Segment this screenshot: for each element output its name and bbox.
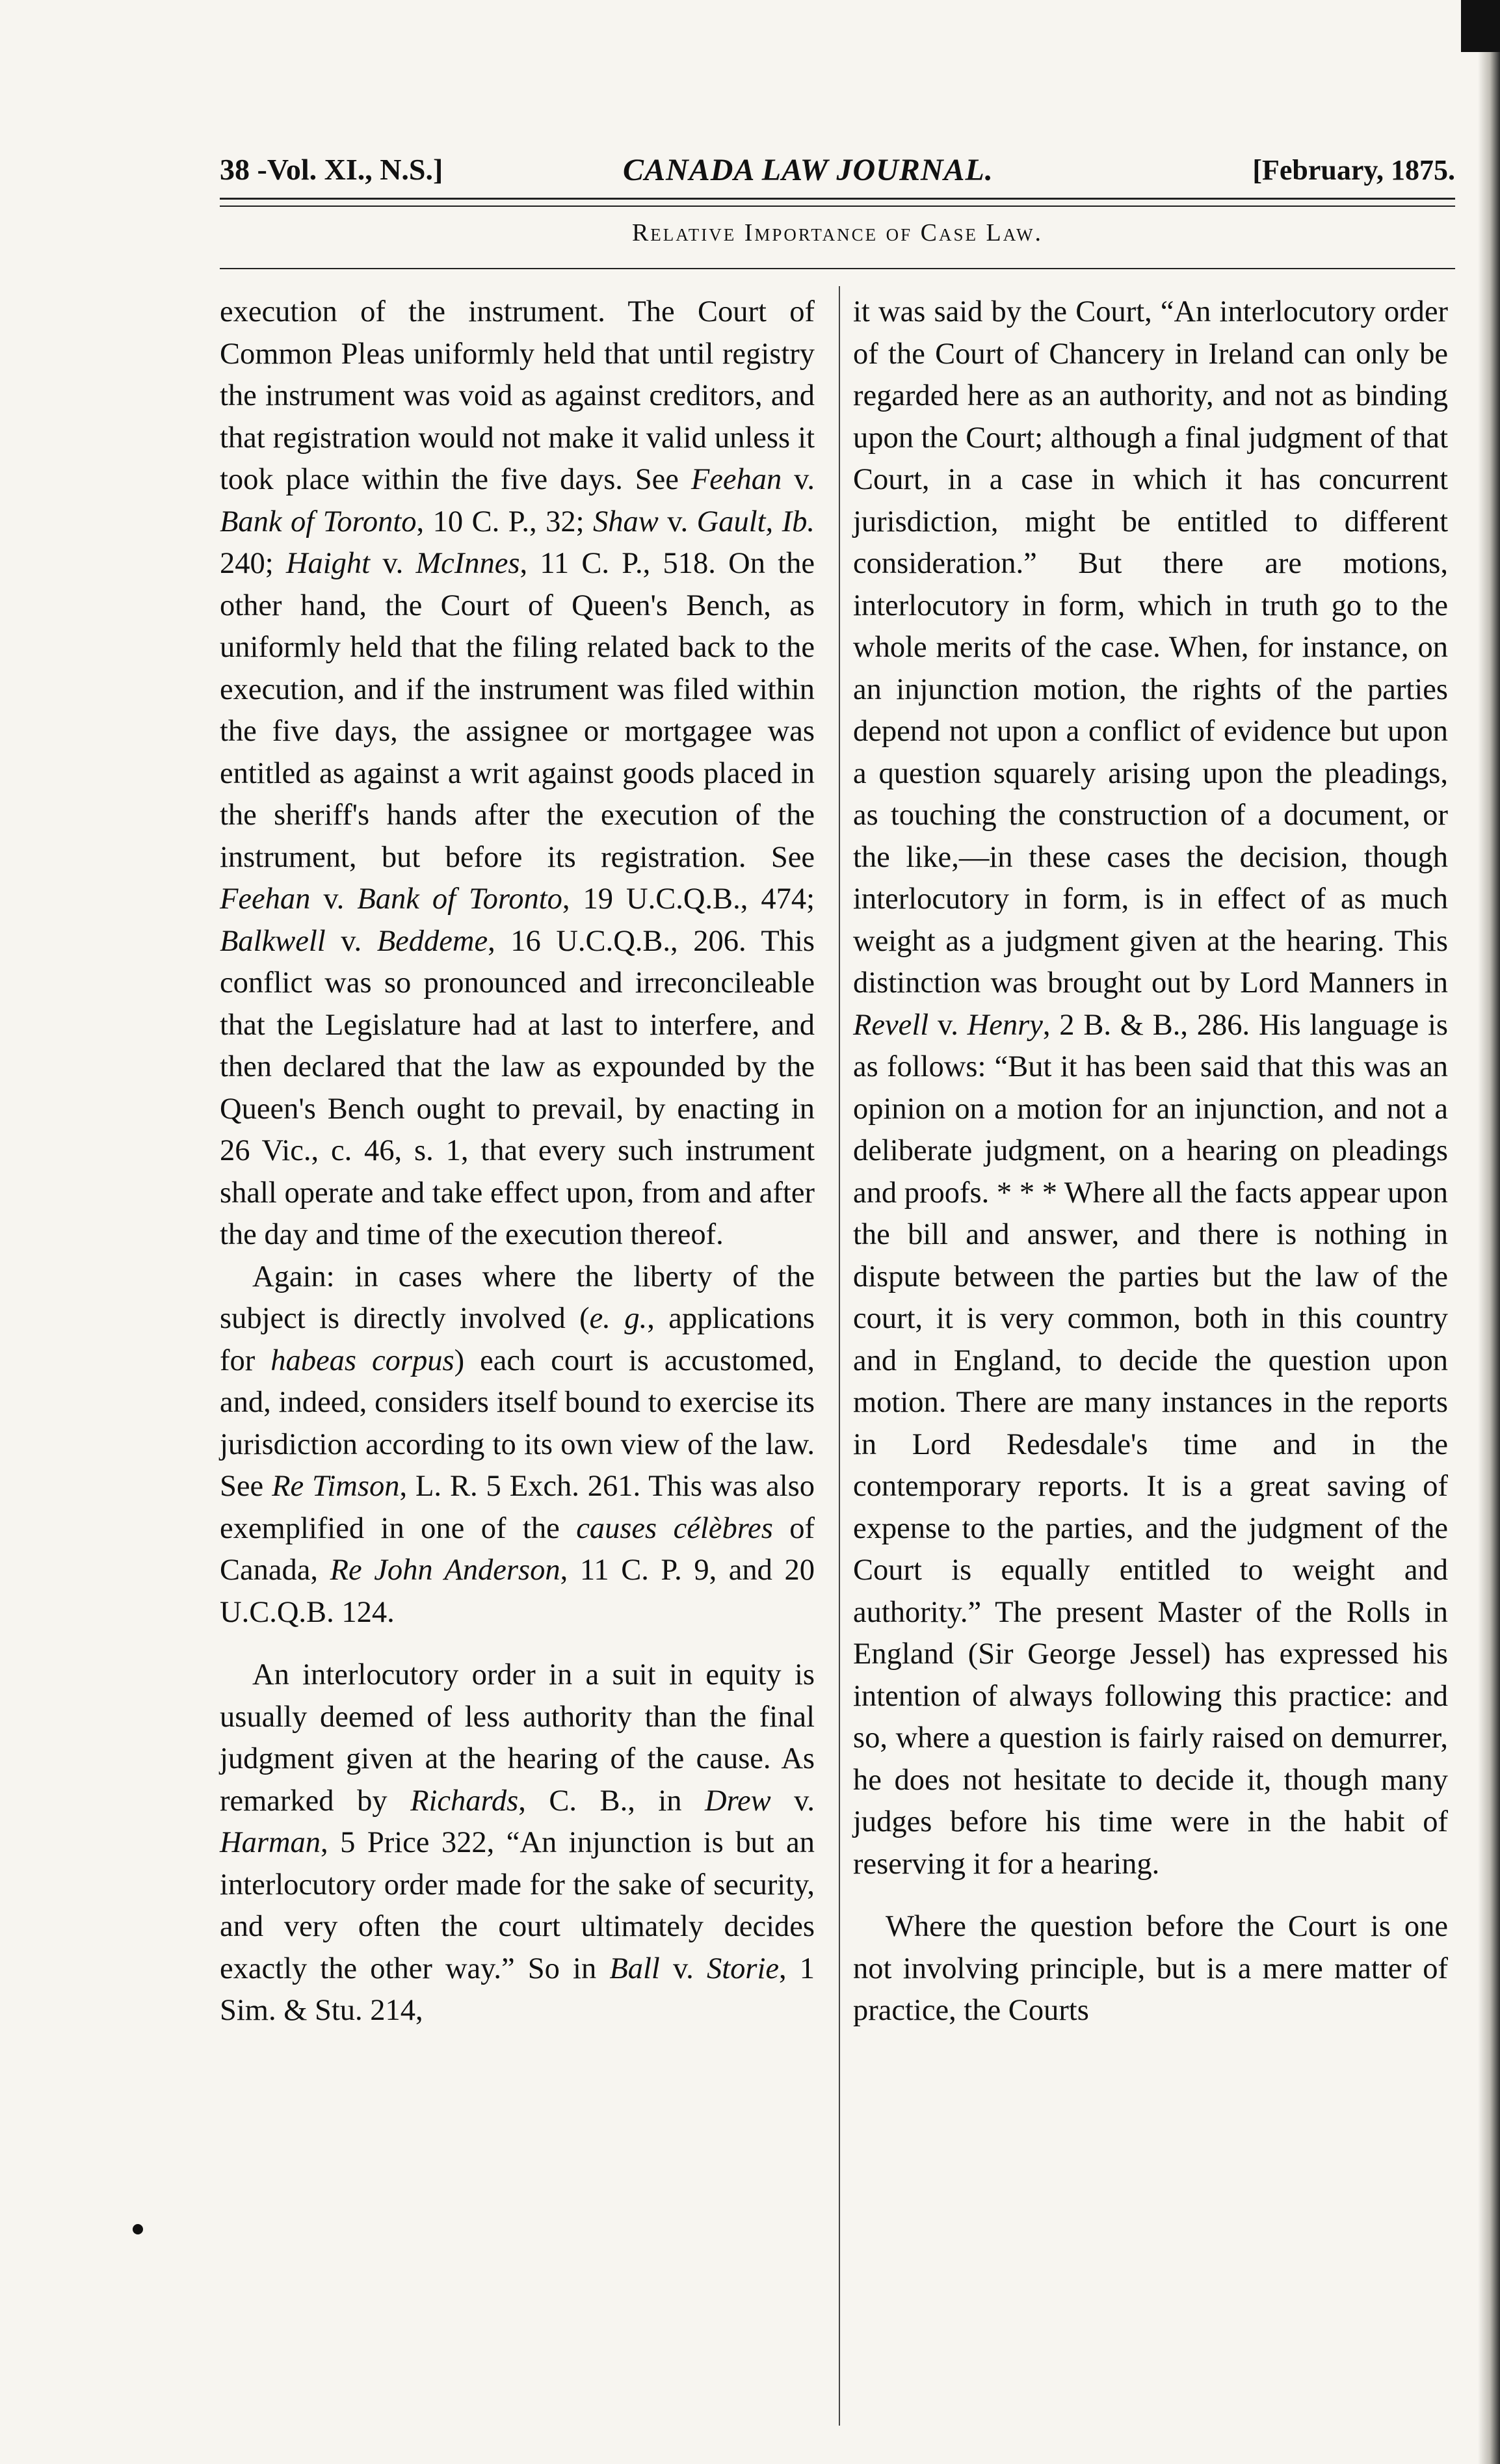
journal-title: CANADA LAW JOURNAL. (623, 153, 993, 187)
paragraph-interlocutory: An interlocutory order in a suit in equity is usually deemed of less authority than the final judgment given at the hearing of the cause. As remarked by Richards, C. B., in Drew v. Harman, 5 Price 322, “An injunction is but an interlocutory order made for the sake of security, and very often the court ultimately decides exactly the other way.” So in Ball v. Storie, 1 Sim. & Stu. 214, (220, 1658, 815, 2027)
column-divider (839, 286, 840, 2426)
paragraph-practice: Where the question before the Court is one not involving principle, but is a mere matter of practice, the Courts (853, 1910, 1448, 2027)
title-rule (220, 268, 1455, 269)
left-column (220, 291, 815, 2032)
page-header (220, 144, 1455, 190)
page-edge-shadow (1478, 0, 1500, 2464)
volume-label: 38 -Vol. XI., N.S.] (220, 153, 443, 186)
paragraph-liberty: Again: in cases where the liberty of the subject is directly involved (e. g., applications for habeas corpus) each court is accustomed, and, indeed, considers itself bound to exercise its jurisdiction according to its own view of the law. See Re Timson, L. R. 5 Exch. 261. This was also exemplified in one of the causes célèbres of Canada, Re John Anderson, 11 C. P. 9, and 20 U.C.Q.B. 124. (220, 1260, 815, 1629)
page-corner-mark (1461, 0, 1500, 52)
issue-date: [February, 1875. (1252, 154, 1455, 186)
header-rule (220, 198, 1455, 207)
margin-ink-dot (133, 2224, 143, 2234)
article-title: Relative Importance of Case Law. (631, 219, 1044, 246)
paragraph-court-chancery: it was said by the Court, “An interlocutory order of the Court of Chancery in Ireland can only be regarded here as an authority, and not as binding upon the Court; although a final judgment of that Court, in a case in which it has concurrent jurisdiction, might be entitled to different consideration.” But there are motions, interlocutory in form, which in truth go to the whole merits of the case. When, for instance, on an injunction motion, the rights of the parties depend not upon a conflict of evidence but upon a question squarely arising upon the pleadings, as touching the construction of a document, or the like,—in these cases the decision, though interlocutory in form, is in effect of as much weight as a judgment given at the hearing. This distinction was brought out by Lord Manners in Revell v. Henry, 2 B. & B., 286. His language is as follows: “But it has been said that this was an opinion on a motion for an injunction, and not a deliberate judgment, on a hearing on pleadings and proofs. * * * Where all the facts appear upon the bill and answer, and there is nothing in dispute between the parties but the law of the court, it is very common, both in this country and in England, to decide the question upon motion. There are many instances in the reports in Lord Redesdale's time and in the contemporary reports. It is a great saving of expense to the parties, and the judgment of the Court is equally entitled to weight and authority.” The present Master of the Rolls in England (Sir George Jessel) has expressed his intention of always following this practice: and so, where a question is fairly raised on demurrer, he does not hesitate to decide it, though many judges before his time were in the habit of reserving it for a hearing. (853, 295, 1448, 1881)
paragraph-registry: execution of the instrument. The Court of Common Pleas uniformly held that until registry the instrument was void as against creditors, and that registration would not make it valid unless it took place within the five days. See Feehan v. Bank of Toronto, 10 C. P., 32; Shaw v. Gault, Ib. 240; Haight v. McInnes, 11 C. P., 518. On the other hand, the Court of Queen's Bench, as uniformly held that the filing related back to the execution, and if the instrument was filed within the five days, the assignee or mortgagee was entitled as against a writ against goods placed in the sheriff's hands after the execution of the instrument, but before its registration. See Feehan v. Bank of Toronto, 19 U.C.Q.B., 474; Balkwell v. Beddeme, 16 U.C.Q.B., 206. This conflict was so pronounced and irreconcileable that the Legislature had at last to interfere, and then declared that the law as expounded by the Queen's Bench ought to prevail, by enacting in 26 Vic., c. 46, s. 1, that every such instrument shall operate and take effect upon, from and after the day and time of the execution thereof. (220, 295, 815, 1251)
right-column (853, 291, 1448, 2032)
